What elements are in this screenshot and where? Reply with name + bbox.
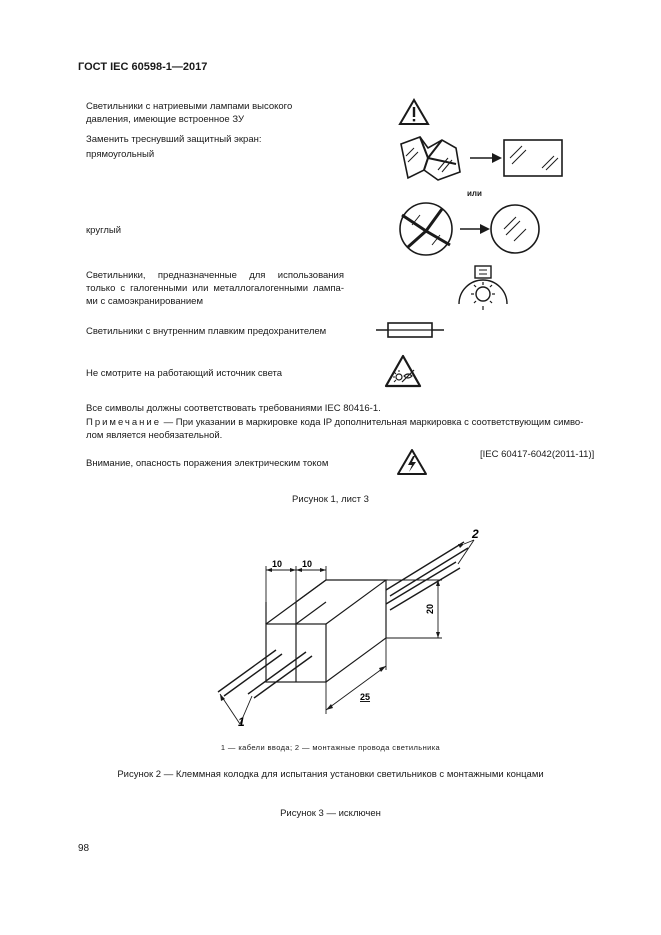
shock-reference: [IEC 60417-6042(2011-11)] (480, 449, 595, 460)
figure2-legend: 1 — кабели ввода; 2 — монтажные провода светильника (220, 743, 441, 752)
dim-25: 25 (360, 692, 371, 702)
page-number: 98 (78, 843, 90, 854)
note-label: Примечание (86, 417, 161, 428)
page-header: ГОСТ IEC 60598-1—2017 (78, 61, 208, 73)
callout-1: 1 (238, 715, 245, 729)
dont-look-light-icon (384, 354, 422, 388)
dim-10-right: 10 (302, 559, 313, 569)
dim-10-left: 10 (272, 559, 283, 569)
figure3-caption: Рисунок 3 — исключен (280, 808, 381, 819)
callout-2: 2 (472, 527, 479, 541)
rect-screen-label: прямоугольный (86, 149, 155, 160)
cracked-rect-screen-icon (398, 134, 568, 184)
sodium-lamps-text: Светильники с натриевыми лампами высокого давления, имеющие встроенное ЗУ (86, 101, 293, 125)
dont-look-text: Не смотрите на работающий источник света (86, 368, 283, 379)
replace-screen-title: Заменить треснувший защитный экран: (86, 134, 262, 145)
self-shielded-lamp-icon (456, 264, 510, 314)
figure1-caption: Рисунок 1, лист 3 (292, 494, 369, 505)
terminal-block-drawing (200, 528, 500, 728)
fuse-text: Светильники с внутренним плавким предохранителем (86, 326, 327, 337)
round-screen-label: круглый (86, 225, 122, 236)
fuse-icon (374, 320, 446, 340)
dim-20: 20 (425, 603, 435, 614)
all-symbols-text: Все символы должны соответствовать требованиями IEC 80416-1. (86, 403, 381, 414)
warning-triangle-icon (398, 98, 430, 126)
or-label: или (467, 189, 482, 198)
self-shield-text: Светильники, предназначенные для использования только с галогенными или металлогалогенными лампа- ми с самоэкранированием (86, 270, 344, 307)
cracked-round-screen-icon (398, 201, 548, 261)
electric-shock-icon (396, 448, 428, 476)
shock-text: Внимание, опасность поражения электрическим током (86, 458, 329, 469)
figure2-caption: Рисунок 2 — Клеммная колодка для испытания установки светильников с монтажными концами (117, 769, 544, 780)
note-block: Примечание — При указании в маркировке кода IP дополнительная маркировка с соответствующим симво- лом является необязательной. (86, 417, 584, 441)
